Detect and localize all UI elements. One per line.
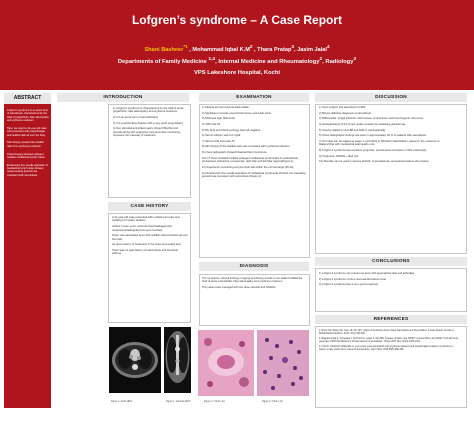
conclusion-item: 1) Lofgren’s syndrome can present as fever with generalized rash and arthralgia. xyxy=(319,272,415,275)
author-separator: , xyxy=(187,46,193,53)
introduction-item: 2) It is an acute form of sarcoidosis[1]. xyxy=(113,116,159,120)
affiliation-mark: 3 xyxy=(353,57,357,62)
introduction-item: 3) It is a self-limiting disease with a very good prognosis[2]. xyxy=(113,121,184,125)
affiliation-department: , Internal Medicine and Rheumatology xyxy=(215,58,320,65)
discussion-item: 1) Sven Lofgren first described in 1953. xyxy=(319,106,366,109)
case-history-paragraph: There was associated fever with reddish colored rashes all over the body. xyxy=(112,234,188,241)
discussion-item: 3) Differentials: fungal infection, tuberculosis, lymphomas, and bronchogenic carcinoma. xyxy=(319,117,424,121)
case-history-paragraph: There was no past history of tuberculosis and bronchial asthma. xyxy=(112,248,178,256)
discussion-item: 10) Steroids can be used in serious arthritis, hypercalcemia, and granulomatous skin lesions. xyxy=(319,160,430,164)
conclusion-item: 3) Lofgren’s syndrome has a very good prognosis. xyxy=(319,283,379,287)
abstract-paragraph: Skin biopsy revealed the reddish rash to be erythema nodosum. xyxy=(7,141,44,148)
figure1-axial-caption: Figure 1. Axial CECT xyxy=(111,401,133,403)
author-line xyxy=(0,44,474,53)
discussion-item: 9) Treatment: NSAIDs + Bed rest xyxy=(319,154,359,158)
case-history-heading: CASE HISTORY xyxy=(108,202,191,211)
introduction-item: 1) Lofgren’s syndrome is characterized by the triad of acute polyarthritis, hilar adenopathy and erythema nodosum. xyxy=(113,107,184,114)
reference-item: 2. Bagnale-Kuda K, Tymeceka J, Suchocki S, Lange A, Woj MB. Increase of CD4+ and CD68 T cell and CD3+ and CD68 T cell with more respective CMV8 specificities in clinical variants of sarcoidosis. Thorax 2017 Dec;72(12):1006-1013. xyxy=(319,337,459,343)
examination-item: 3) ESR was high (94mm/hr). xyxy=(202,117,236,121)
author-name: Thara Pratap xyxy=(257,46,292,53)
references-heading: REFERENCES xyxy=(315,315,467,324)
conclusions-list xyxy=(319,272,439,289)
affiliation-mark: 1,4 xyxy=(208,57,216,62)
discussion-heading: DISCUSSION xyxy=(315,93,467,102)
affiliation-hospital: VPS Lakeshore Hospital, Kochi xyxy=(193,70,280,76)
figure2-x10-caption: Figure 2. H & E x 10 xyxy=(204,401,225,403)
discussion-list xyxy=(319,106,441,166)
poster-header xyxy=(0,0,474,90)
examination-item: 11) Angiotensin converting enzyme level was within the normal range [36-12]. xyxy=(202,165,294,169)
author-affiliation-mark: 2 xyxy=(249,44,253,49)
other-authors xyxy=(187,44,330,53)
affiliation-department: Departments of Family Medicine xyxy=(117,58,209,65)
abstract-paragraph: Lofgren's syndrome is an acute form of sarcoidosis, characterized by the triad of polyarthritis, hilar adenopathy and erythema nodosum. xyxy=(7,109,49,123)
affiliation-mark: 2 xyxy=(319,57,323,62)
author-affiliation-mark: 3 xyxy=(291,44,294,49)
axial-ct-image xyxy=(109,327,161,393)
diagnosis-heading: DIAGNOSIS xyxy=(199,262,309,271)
diagnosis-text xyxy=(202,277,306,292)
reference-item: 3. Onta R, Tobana R, Watanabe A, et al. Acute onset sarcoidosis with erythema nodosum and polyarthralgia (Lofgren’s syndrome) in Japan: a case report and a review of the literature. Intern Med. 2016;55(5):469-459. xyxy=(319,345,454,351)
discussion-item: 6) Chest radiographic findings are seen in approximately 90 % of patients with sarcoidosis. xyxy=(319,134,427,138)
abstract-paragraph: Here, we report a 41-year-old male who presented with polyarthralgia and reddish rash all over the body. xyxy=(7,126,47,137)
abstract-panel xyxy=(4,93,51,408)
affiliation-departments xyxy=(0,57,474,65)
diagnosis-paragraph: The symptoms, clinical findings, imaging and biopsy results in our patient fulfilled the triad of acute polyarthritis, hilar adenopathy and erythema nodosum. xyxy=(202,277,303,284)
examination-heading: EXAMINATION xyxy=(199,93,309,102)
first-author: Shani Basheer$^{*1}$ xyxy=(144,44,188,53)
reference-item: 1. Brum CM, Wang GN, Yoon JS, Kim SH. Lofgren’s Syndrome Acute Onset Sarcoidosis and Presentation: A Case Report. Annals of Rehabilitation Medicine. 2013; 37(1):180-186. xyxy=(319,330,454,335)
figure1-coronal-caption: Figure 1. Coronal CECT xyxy=(166,401,191,403)
discussion-item: 5) Closely related to HLA-B8 and DR3 in Caucasians[3]. xyxy=(319,128,386,132)
examination-item: 2) Significant synovitis around both knees and ankle joints. xyxy=(202,111,272,115)
case-history-text xyxy=(112,216,188,258)
figure2-x40-caption: Figure 2. H & E x 40 xyxy=(262,401,283,403)
abstract-paragraph: Chest imaging showed enlarged multiple mediastinal lymph nodes. xyxy=(7,152,46,159)
conclusions-heading: CONCLUSIONS xyxy=(315,257,467,266)
author-affiliation-mark: 4 xyxy=(326,44,330,49)
coronal-ct-image xyxy=(164,327,191,393)
examination-item: 4) CRP was 64. xyxy=(202,122,221,126)
histology-h-e-x10-image xyxy=(198,330,254,396)
case-history-paragraph: He gives history of heaviness in the chest and weight loss. xyxy=(112,243,182,247)
histology-h-e-x40-image xyxy=(257,330,309,396)
conclusion-item: 2) Lofgren’s syndrome mimics viral exanthematous fever. xyxy=(319,277,387,281)
discussion-item: 2) Biopsy definitive diagnosis of sarcoidosis. xyxy=(319,111,372,115)
abstract-body xyxy=(7,109,49,182)
discussion-item: 8) Lofgren’s syndrome has excellent prognosis, spontaneous remission in 90% patients[4]. xyxy=(319,148,427,152)
abstract-paragraph: Endoscopic fine needle aspiration of mediastinal lymph node showed nonsecreating granulomas consistent with sarcoidosis. xyxy=(7,163,48,177)
introduction-item: 4) Non steroidal anti-inflammatory drugs (NSAIDs) and steroids along with supportive care and close monitoring, represent the mainstay of treatment. xyxy=(113,127,181,138)
examination-item: 6) Serum calcium was 9.2 mg/dl. xyxy=(202,134,241,138)
author-separator: , xyxy=(252,46,258,53)
examination-item: 12) Endoscopic fine needle aspiration of mediastinal lymphnode showed non caseating granulomas consistent with sarcoidosis [Figure 2]. xyxy=(202,171,306,178)
examination-item: 7) Serum ACE level was 76. xyxy=(202,139,236,143)
case-history-paragraph: Ankles, knees, wrist, proximal interphalangeal and metacarpophalangeal joints were involved. xyxy=(112,225,172,232)
introduction-heading: INTRODUCTION xyxy=(57,93,189,102)
discussion-item: 4) Histopathology of the lymph nodes reveals non-caseating granulomas. xyxy=(319,122,406,126)
abstract-heading: ABSTRACT xyxy=(4,93,51,104)
author-separator: , xyxy=(293,46,298,53)
author-name: Jasim Jalal xyxy=(297,46,327,53)
discussion-item: 7) Our case can be staged as stage 1, according to Siltzbach classification, based on the presence of bilateral hilar with mediastinal adenopathy only. xyxy=(319,139,440,147)
case-history-paragraph: A 41-year-old male presented with multiple joint pain and swelling of 3 weeks duration. xyxy=(112,216,180,223)
examination-item: 9) Chest radiograph showed bilateral hilar prominence. xyxy=(202,151,268,155)
examination-item: 5) RF, ANA and ANCA serology were all negative. xyxy=(202,128,261,132)
author-name: Mohammad Iqbal K.M xyxy=(192,46,250,53)
examination-item: 1) Afebrile and hemodynamically stable. xyxy=(202,106,250,109)
diagnosis-paragraph: The patient was managed with low dose steroids and NSAIDs. xyxy=(202,286,277,290)
examination-item: 8) Skin biopsy of the reddish rash was consistent with erythema nodosum. xyxy=(202,145,291,149)
poster-title: Lofgren’s syndrome – A Case Report xyxy=(131,13,343,27)
examination-list xyxy=(202,106,306,181)
references-list xyxy=(319,330,459,353)
affiliation-department: , Radiology xyxy=(322,58,354,65)
introduction-list xyxy=(113,107,187,140)
examination-item: 10) CT chest revealed multiple enlarged mediastinal lymphnodes in paratracheal, pretracheal, subcarinal, prevascular, right hilar and left hilar regions[Figure 1]. xyxy=(202,156,299,164)
